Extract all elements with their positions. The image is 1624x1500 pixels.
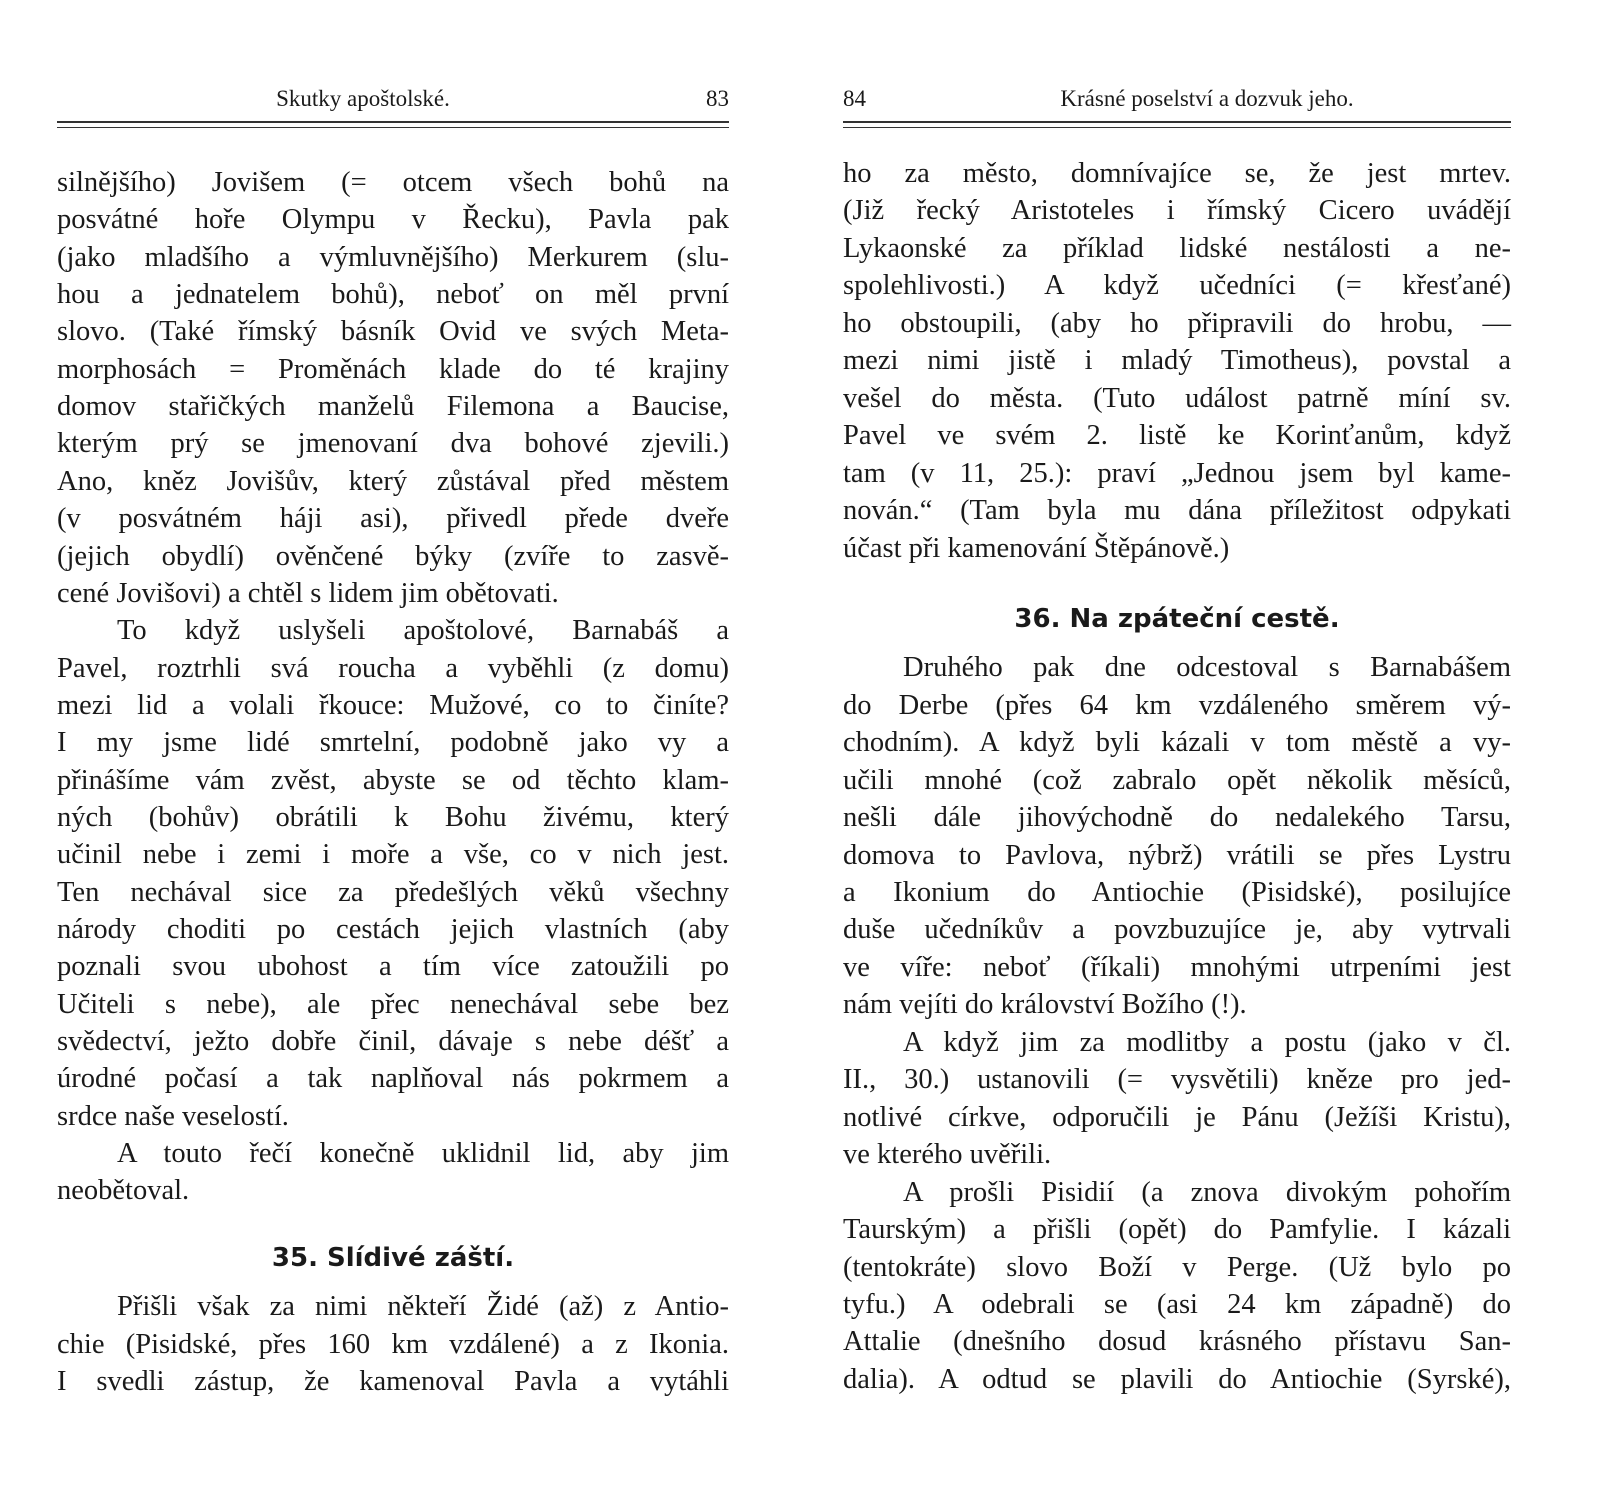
- text-line: domov stařičkých manželů Filemona a Baucise,: [57, 391, 729, 423]
- text-line: I svedli zástup, že kamenoval Pavla a vytáhli: [57, 1365, 729, 1397]
- text-line: posvátné hoře Olympu v Řecku), Pavla pak: [57, 204, 729, 236]
- text-line: A touto řečí konečně uklidnil lid, aby jim: [117, 1138, 729, 1170]
- text-line: spolehlivosti.) A když učedníci (= křesťané): [843, 270, 1511, 302]
- text-line: mezi nimi jistě i mladý Timotheus), povstal a: [843, 345, 1511, 377]
- text-line: hou a jednatelem bohů), neboť on měl první: [57, 279, 729, 311]
- text-line: učinil nebe i zemi i moře a vše, co v nich jest.: [57, 839, 729, 871]
- text-line: Pavel ve svém 2. listě ke Korinťanům, když: [843, 420, 1511, 452]
- text-line: chie (Pisidské, přes 160 km vzdálené) a z Ikonia.: [57, 1328, 729, 1360]
- text-line: chodním). A když byli kázali v tom městě a vy-: [843, 727, 1511, 759]
- text-line: tyfu.) A odebrali se (asi 24 km západně) do: [843, 1288, 1511, 1320]
- text-line: ve víře: neboť (říkali) mnohými utrpeními jest: [843, 951, 1511, 983]
- text-line: Taurským) a přišli (opět) do Pamfylie. I kázali: [843, 1214, 1511, 1246]
- text-line: Učiteli s nebe), ale přec nenechával sebe bez: [57, 988, 729, 1020]
- text-line: srdce naše veselostí.: [57, 1100, 289, 1132]
- section-heading: 36. Na zpáteční cestě.: [1014, 603, 1340, 634]
- text-line: nešli dále jihovýchodně do nedalekého Tarsu,: [843, 802, 1511, 834]
- text-line: (v posvátném háji asi), přivedl přede dveře: [57, 503, 729, 535]
- text-line: Druhého pak dne odcestoval s Barnabášem: [903, 652, 1511, 684]
- text-line: do Derbe (přes 64 km vzdáleného směrem vý-: [843, 689, 1511, 721]
- text-line: A prošli Pisidií (a znova divokým pohořím: [903, 1176, 1511, 1208]
- text-line: slovo. (Také římský básník Ovid ve svých Meta-: [57, 316, 729, 348]
- text-line: (tentokráte) slovo Boží v Perge. (Už bylo po: [843, 1251, 1511, 1283]
- running-title: Skutky apoštolské.: [276, 86, 450, 111]
- text-line: Attalie (dnešního dosud krásného přístavu San-: [843, 1326, 1511, 1358]
- text-line: I my jsme lidé smrtelní, podobně jako vy a: [57, 727, 729, 759]
- header-rule: [843, 127, 1511, 128]
- text-line: dalia). A odtud se plavili do Antiochie (Syrské),: [843, 1363, 1511, 1395]
- running-title: Krásné poselství a dozvuk jeho.: [1060, 86, 1354, 111]
- text-line: ho za město, domnívajíce se, že jest mrtev.: [843, 158, 1511, 189]
- header-rule: [57, 121, 729, 123]
- text-line: ho obstoupili, (aby ho připravili do hrobu, —: [843, 307, 1511, 339]
- text-line: Ten nechával sice za předešlých věků všechny: [57, 876, 729, 908]
- text-line: Lykaonské za příklad lidské nestálosti a ne-: [843, 232, 1511, 264]
- text-line: poznali svou ubohost a tím více zatoužili po: [57, 951, 729, 983]
- text-line: (jako mladšího a výmluvnějšího) Merkurem (slu-: [57, 241, 729, 273]
- text-line: a Ikonium do Antiochie (Pisidské), posilujíce: [843, 877, 1511, 909]
- text-line: Ano, kněz Jovišův, který zůstával před městem: [57, 465, 729, 497]
- text-line: učili mnohé (což zabralo opět několik měsíců,: [843, 764, 1511, 796]
- text-line: svědectví, ježto dobře činil, dávaje s nebe déšť a: [57, 1026, 729, 1058]
- text-line: duše učedníkův a povzbuzujíce je, aby vytrvali: [843, 914, 1511, 946]
- text-line: A když jim za modlitby a postu (jako v čl.: [903, 1026, 1511, 1058]
- text-line: neobětoval.: [57, 1175, 190, 1207]
- text-line: mezi lid a volali řkouce: Mužové, co to činíte?: [57, 689, 729, 721]
- text-line: To když uslyšeli apoštolové, Barnabáš a: [117, 615, 729, 647]
- running-head: [57, 86, 729, 116]
- text-line: notlivé církve, odporučili je Pánu (Ježíši Kristu),: [843, 1101, 1511, 1133]
- text-line: (Již řecký Aristoteles i římský Cicero uvádějí: [843, 195, 1511, 227]
- text-line: morphosách = Proměnách klade do té krajiny: [57, 353, 729, 385]
- page-number: 83: [706, 86, 729, 111]
- text-line: národy choditi po cestách jejich vlastních (aby: [57, 914, 729, 945]
- text-line: kterým prý se jmenovaní dva bohové zjevili.): [57, 428, 729, 460]
- text-line: (jejich obydlí) ověnčené býky (zvíře to zasvě-: [57, 540, 729, 572]
- text-line: vešel do města. (Tuto událost patrně míní sv.: [843, 382, 1511, 414]
- section-heading: 35. Slídivé záští.: [271, 1242, 515, 1273]
- text-line: Pavel, roztrhli svá roucha a vyběhli (z domu): [57, 652, 729, 684]
- text-line: ve kterého uvěřili.: [843, 1139, 1052, 1171]
- running-head: [843, 86, 1511, 116]
- text-line: ných (bohův) obrátili k Bohu živému, který: [57, 801, 729, 833]
- text-line: II., 30.) ustanovili (= vysvětili) kněze pro jed-: [843, 1064, 1511, 1096]
- text-line: úrodné počasí a tak naplňoval nás pokrmem a: [57, 1063, 729, 1095]
- text-line: nován.“ (Tam byla mu dána příležitost odpykati: [843, 495, 1511, 527]
- header-rule: [843, 121, 1511, 123]
- page-number: 84: [843, 86, 866, 111]
- text-line: tam (v 11, 25.): praví „Jednou jsem byl kame-: [843, 457, 1511, 489]
- header-rule: [57, 127, 729, 128]
- text-line: silnějšího) Jovišem (= otcem všech bohů na: [57, 167, 729, 198]
- text-line: nám vejíti do království Božího (!).: [843, 989, 1247, 1021]
- text-line: domova to Pavlova, nýbrž) vrátili se přes Lystru: [843, 839, 1511, 871]
- text-line: Přišli však za nimi někteří Židé (až) z Antio-: [117, 1291, 729, 1323]
- text-line: cené Jovišovi) a chtěl s lidem jim obětovati.: [57, 577, 559, 609]
- text-line: přinášíme vám zvěst, abyste se od těchto klam-: [57, 764, 729, 796]
- text-line: účast při kamenování Štěpánově.): [843, 532, 1230, 564]
